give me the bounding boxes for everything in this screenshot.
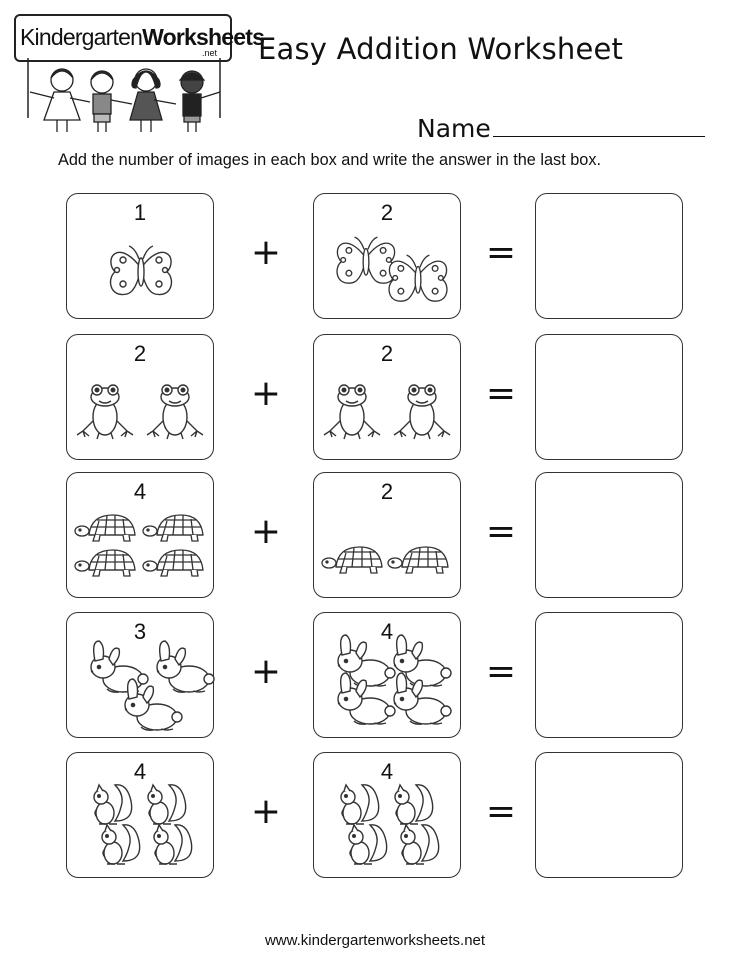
problem-2-answer-box[interactable]: [535, 334, 683, 460]
count-label: 2: [380, 479, 394, 504]
squirrel-icon: [314, 753, 462, 879]
logo-suffix: .net: [202, 48, 218, 58]
problem-3-left-box: [66, 472, 214, 598]
plus-sign: +: [250, 373, 282, 414]
squirrel-icon: [67, 753, 215, 879]
problem-2-right-box: [313, 334, 461, 460]
count-label: 3: [133, 619, 147, 644]
count-label: 4: [380, 759, 394, 784]
equals-sign: =: [485, 511, 517, 552]
bunny-icon: [67, 613, 215, 739]
footer-url: www.kindergartenworksheets.net: [264, 932, 486, 949]
frog-icon: [314, 335, 462, 461]
plus-sign: +: [250, 511, 282, 552]
frog-icon: [67, 335, 215, 461]
count-label: 2: [380, 200, 394, 225]
logo-wordmark: KindergartenWorksheets: [20, 24, 265, 50]
problem-2-left-box: [66, 334, 214, 460]
problem-3-right-box: [313, 472, 461, 598]
equals-sign: =: [485, 373, 517, 414]
count-label: 4: [133, 759, 147, 784]
problem-1-left-box: [66, 193, 214, 319]
butterfly-icon: [67, 194, 215, 320]
plus-sign: +: [250, 232, 282, 273]
plus-sign: +: [250, 791, 282, 832]
plus-sign: +: [250, 651, 282, 692]
count-label: 4: [380, 619, 394, 644]
turtle-icon: [314, 473, 462, 599]
page-title: Easy Addition Worksheet: [258, 32, 624, 66]
equals-sign: =: [485, 232, 517, 273]
count-label: 4: [133, 479, 147, 504]
instructions: Add the number of images in each box and write the answer in the last box.: [58, 151, 602, 169]
equals-sign: =: [485, 791, 517, 832]
problem-4-left-box: [66, 612, 214, 738]
butterfly-icon: [314, 194, 462, 320]
problem-4-answer-box[interactable]: [535, 612, 683, 738]
turtle-icon: [67, 473, 215, 599]
name-field[interactable]: [417, 114, 705, 143]
count-label: 1: [133, 200, 147, 225]
name-label: Name: [417, 114, 491, 143]
logo-kids-icon: [14, 58, 234, 136]
problem-1-answer-box[interactable]: [535, 193, 683, 319]
problem-3-answer-box[interactable]: [535, 472, 683, 598]
count-label: 2: [380, 341, 394, 366]
problem-5-right-box: [313, 752, 461, 878]
equals-sign: =: [485, 651, 517, 692]
bunny-icon: [314, 613, 462, 739]
problem-1-right-box: [313, 193, 461, 319]
count-label: 2: [133, 341, 147, 366]
problem-5-answer-box[interactable]: [535, 752, 683, 878]
site-logo: [14, 14, 265, 134]
problem-4-right-box: [313, 612, 461, 738]
problem-5-left-box: [66, 752, 214, 878]
name-write-line[interactable]: [493, 114, 705, 137]
